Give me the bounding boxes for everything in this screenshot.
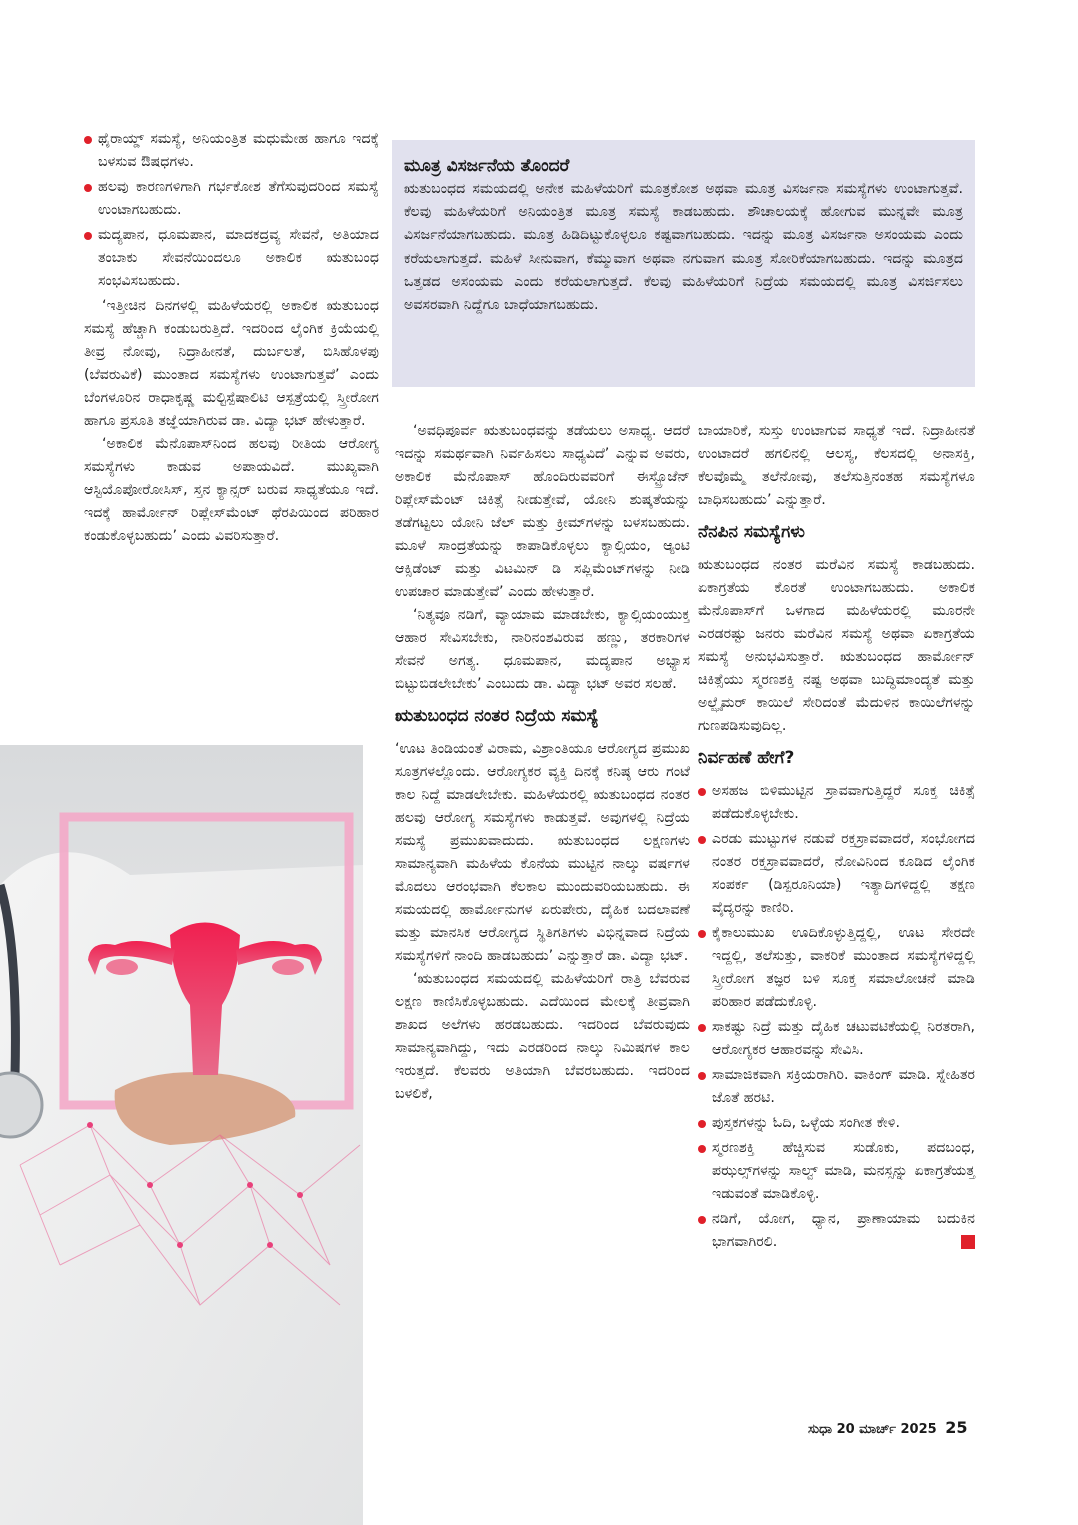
sidebar-box bbox=[392, 140, 975, 387]
bullet-icon bbox=[84, 184, 92, 192]
bullet-icon bbox=[698, 1024, 706, 1032]
bullet-icon bbox=[698, 1072, 706, 1080]
list-item: ಪುಸ್ತಕಗಳನ್ನು ಓದಿ, ಒಳ್ಳೆಯ ಸಂಗೀತ ಕೇಳಿ. bbox=[698, 1112, 975, 1135]
uterus-illustration-icon bbox=[0, 745, 363, 1525]
page-footer bbox=[808, 1418, 967, 1437]
magazine-name: ಸುಧಾ bbox=[808, 1422, 833, 1437]
paragraph: ಋತುಬಂಧದ ನಂತರ ಮರೆವಿನ ಸಮಸ್ಯೆ ಕಾಡಬಹುದು. ಏಕಾಗ್ರತೆಯ ಕೊರತೆ ಉಂಟಾಗಬಹುದು. ಅಕಾಲಿಕ ಮೆನೊಪಾಸ್‌ಗೆ ಒಳಗಾದ ಮಹಿಳೆಯರಲ್ಲಿ ಮೂರನೇ ಎರಡರಷ್ಟು ಜನರು ಮರೆವಿನ ಸಮಸ್ಯೆ ಅಥವಾ ಏಕಾಗ್ರತೆಯ ಸಮಸ್ಯೆ ಅನುಭವಿಸುತ್ತಾರೆ. ಋತುಬಂಧದ ಹಾರ್ಮೋನ್ ಚಿಕಿತ್ಸೆಯು ಸ್ಮರಣಶಕ್ತಿ ನಷ್ಟ ಅಥವಾ ಬುದ್ಧಿಮಾಂದ್ಯತೆ ಮತ್ತು ಅಲ್ಝೈಮರ್ ಕಾಯಿಲೆ ಸೇರಿದಂತೆ ಮೆದುಳಿನ ಕಾಯಿಲೆಗಳನ್ನು ಗುಣಪಡಿಸುವುದಿಲ್ಲ. bbox=[698, 557, 975, 734]
bullet-icon bbox=[84, 232, 92, 240]
bullet-icon bbox=[698, 836, 706, 844]
paragraph: ‘ಅಕಾಲಿಕ ಮೆನೊಪಾಸ್‌ನಿಂದ ಹಲವು ರೀತಿಯ ಆರೋಗ್ಯ ಸಮಸ್ಯೆಗಳು ಕಾಡುವ ಅಪಾಯವಿದೆ. ಮುಖ್ಯವಾಗಿ ಆಸ್ಟಿಯೊಪೋರೋಸಿಸ್, ಸ್ತನ ಕ್ಯಾನ್ಸರ್ ಬರುವ ಸಾಧ್ಯತೆಯೂ ಇದೆ. ಇದಕ್ಕೆ ಹಾರ್ಮೋನ್ ರಿಪ್ಲೇಸ್‌ಮೆಂಟ್ ಥೆರಪಿಯಿಂದ ಪರಿಹಾರ ಕಂಡುಕೊಳ್ಳಬಹುದು’ ಎಂದು ವಿವರಿಸುತ್ತಾರೆ. bbox=[84, 436, 379, 544]
bullet-icon bbox=[698, 788, 706, 796]
bullet-icon bbox=[84, 136, 92, 144]
column-3 bbox=[698, 420, 975, 1256]
section-heading-management: ನಿರ್ವಹಣೆ ಹೇಗೆ? bbox=[698, 748, 795, 768]
end-mark-icon bbox=[961, 1235, 975, 1249]
paragraph: ಬಾಯಾರಿಕೆ, ಸುಸ್ತು ಉಂಟಾಗುವ ಸಾಧ್ಯತೆ ಇದೆ. ನಿದ್ರಾಹೀನತೆ ಉಂಟಾದರೆ ಹಗಲಿನಲ್ಲಿ ಆಲಸ್ಯ, ಕೆಲಸದಲ್ಲಿ ಅನಾಸಕ್ತಿ, ಕೆಲವೊಮ್ಮೆ ತಲೆನೋವು, ತಲೆಸುತ್ತಿನಂತಹ ಸಮಸ್ಯೆಗಳೂ ಬಾಧಿಸಬಹುದು’ ಎನ್ನುತ್ತಾರೆ. bbox=[698, 423, 975, 508]
bullet-icon bbox=[698, 1120, 706, 1128]
list-item: ಕೈಕಾಲುಮುಖ ಊದಿಕೊಳ್ಳುತ್ತಿದ್ದಲ್ಲಿ, ಊಟ ಸೇರದೇ ಇದ್ದಲ್ಲಿ, ತಲೆಸುತ್ತು, ವಾಕರಿಕೆ ಮುಂತಾದ ಸಮಸ್ಯೆಗಳಿದ್ದಲ್ಲಿ ಸ್ತ್ರೀರೋಗ ತಜ್ಞರ ಬಳಿ ಸೂಕ್ತ ಸಮಾಲೋಚನೆ ಮಾಡಿ ಪರಿಹಾರ ಪಡೆದುಕೊಳ್ಳಿ. bbox=[698, 922, 975, 1014]
bullet-icon bbox=[698, 930, 706, 938]
paragraph: ‘ಊಟ ತಿಂಡಿಯಂತೆ ವಿರಾಮ, ವಿಶ್ರಾಂತಿಯೂ ಆರೋಗ್ಯದ ಪ್ರಮುಖ ಸೂತ್ರಗಳಲ್ಲೊಂದು. ಆರೋಗ್ಯಕರ ವ್ಯಕ್ತಿ ದಿನಕ್ಕೆ ಕನಿಷ್ಠ ಆರು ಗಂಟೆ ಕಾಲ ನಿದ್ದೆ ಮಾಡಲೇಬೇಕು. ಮಹಿಳೆಯರಲ್ಲಿ ಋತುಬಂಧದ ನಂತರ ಹಲವು ಆರೋಗ್ಯ ಸಮಸ್ಯೆಗಳು ಕಾಡುತ್ತವೆ. ಅವುಗಳಲ್ಲಿ ನಿದ್ರೆಯ ಸಮಸ್ಯೆ ಪ್ರಮುಖವಾದುದು. ಋತುಬಂಧದ ಲಕ್ಷಣಗಳು ಸಾಮಾನ್ಯವಾಗಿ ಮಹಿಳೆಯ ಕೊನೆಯ ಮುಟ್ಟಿನ ನಾಲ್ಕು ವರ್ಷಗಳ ಮೊದಲು ಆರಂಭವಾಗಿ ಕೆಲಕಾಲ ಮುಂದುವರಿಯಬಹುದು. ಈ ಸಮಯದಲ್ಲಿ ಹಾರ್ಮೋನುಗಳ ಏರುಪೇರು, ದೈಹಿಕ ಬದಲಾವಣೆ ಮತ್ತು ಮಾನಸಿಕ ಆರೋಗ್ಯದ ಸ್ಥಿತಿಗತಿಗಳು ವಿಭಿನ್ನವಾದ ನಿದ್ರೆಯ ಸಮಸ್ಯೆಗಳಿಗೆ ನಾಂದಿ ಹಾಡಬಹುದು’ ಎನ್ನುತ್ತಾರೆ ಡಾ. ವಿದ್ಯಾ ಭಟ್. bbox=[395, 741, 690, 964]
issue-date: 20 ಮಾರ್ಚ್ 2025 bbox=[836, 1422, 937, 1437]
list-item: ಸಾಕಷ್ಟು ನಿದ್ರೆ ಮತ್ತು ದೈಹಿಕ ಚಟುವಟಿಕೆಯಲ್ಲಿ ನಿರತರಾಗಿ, ಆರೋಗ್ಯಕರ ಆಹಾರವನ್ನು ಸೇವಿಸಿ. bbox=[698, 1016, 975, 1062]
paragraph: ‘ಋತುಬಂಧದ ಸಮಯದಲ್ಲಿ ಮಹಿಳೆಯರಿಗೆ ರಾತ್ರಿ ಬೆವರುವ ಲಕ್ಷಣ ಕಾಣಿಸಿಕೊಳ್ಳಬಹುದು. ಎದೆಯಿಂದ ಮೇಲಕ್ಕೆ ತೀವ್ರವಾಗಿ ಶಾಖದ ಅಲೆಗಳು ಹರಡಬಹುದು. ಇದರಿಂದ ಬೆವರುವುದು ಸಾಮಾನ್ಯವಾಗಿದ್ದು, ಇದು ಎರಡರಿಂದ ನಾಲ್ಕು ನಿಮಿಷಗಳ ಕಾಲ ಇರುತ್ತದೆ. ಕೆಲವರು ಅತಿಯಾಗಿ ಬೆವರಬಹುದು. ಇದರಿಂದ ಬಳಲಿಕೆ, bbox=[395, 971, 690, 1102]
management-list bbox=[698, 780, 975, 1254]
sidebar-title: ಮೂತ್ರ ವಿಸರ್ಜನೆಯ ತೊಂದರೆ bbox=[404, 156, 570, 176]
column-2 bbox=[395, 420, 690, 1106]
article-photo bbox=[0, 745, 363, 1525]
bullet-icon bbox=[698, 1216, 706, 1224]
paragraph: ‘ಇತ್ತೀಚಿನ ದಿನಗಳಲ್ಲಿ ಮಹಿಳೆಯರಲ್ಲಿ ಅಕಾಲಿಕ ಋತುಬಂಧ ಸಮಸ್ಯೆ ಹೆಚ್ಚಾಗಿ ಕಂಡುಬರುತ್ತಿದೆ. ಇದರಿಂದ ಲೈಂಗಿಕ ಕ್ರಿಯೆಯಲ್ಲಿ ತೀವ್ರ ನೋವು, ನಿದ್ರಾಹೀನತೆ, ದುರ್ಬಲತೆ, ಬಿಸಿಹೊಳಪು (ಬೆವರುವಿಕೆ) ಮುಂತಾದ ಸಮಸ್ಯೆಗಳು ಉಂಟಾಗುತ್ತವೆ’ ಎಂದು ಬೆಂಗಳೂರಿನ ರಾಧಾಕೃಷ್ಣ ಮಲ್ಟಿಸ್ಪೆಷಾಲಿಟಿ ಆಸ್ಪತ್ರೆಯಲ್ಲಿ ಸ್ತ್ರೀರೋಗ ಹಾಗೂ ಪ್ರಸೂತಿ ತಜ್ಞೆಯಾಗಿರುವ ಡಾ. ವಿದ್ಯಾ ಭಟ್ ಹೇಳುತ್ತಾರೆ. bbox=[84, 298, 379, 429]
section-heading-sleep: ಋತುಬಂಧದ ನಂತರ ನಿದ್ರೆಯ ಸಮಸ್ಯೆ bbox=[395, 706, 599, 726]
paragraph: ‘ನಿತ್ಯವೂ ನಡಿಗೆ, ವ್ಯಾಯಾಮ ಮಾಡಬೇಕು, ಕ್ಯಾಲ್ಸಿಯಂಯುಕ್ತ ಆಹಾರ ಸೇವಿಸಬೇಕು, ನಾರಿನಂಶವಿರುವ ಹಣ್ಣು, ತರಕಾರಿಗಳ ಸೇವನೆ ಅಗತ್ಯ. ಧೂಮಪಾನ, ಮದ್ಯಪಾನ ಅಭ್ಯಾಸ ಬಿಟ್ಟುಬಿಡಲೇಬೇಕು’ ಎಂಬುದು ಡಾ. ವಿದ್ಯಾ ಭಟ್ ಅವರ ಸಲಹೆ. bbox=[395, 607, 690, 692]
list-item: ಎರಡು ಮುಟ್ಟುಗಳ ನಡುವೆ ರಕ್ತಸ್ರಾವವಾದರೆ, ಸಂಭೋಗದ ನಂತರ ರಕ್ತಸ್ರಾವವಾದರೆ, ನೋವಿನಿಂದ ಕೂಡಿದ ಲೈಂಗಿಕ ಸಂಪರ್ಕ (ಡಿಸ್ಪರೂನಿಯಾ) ಇತ್ಯಾದಿಗಳಿದ್ದಲ್ಲಿ ತಕ್ಷಣ ವೈದ್ಯರನ್ನು ಕಾಣಿರಿ. bbox=[698, 828, 975, 920]
causes-list bbox=[84, 128, 379, 293]
list-item: ಸಾಮಾಜಿಕವಾಗಿ ಸಕ್ರಿಯರಾಗಿರಿ. ವಾಕಿಂಗ್ ಮಾಡಿ. ಸ್ನೇಹಿತರ ಜೊತೆ ಹರಟಿ. bbox=[698, 1064, 975, 1110]
list-item: ಹಲವು ಕಾರಣಗಳಿಗಾಗಿ ಗರ್ಭಕೋಶ ತೆಗೆಸುವುದರಿಂದ ಸಮಸ್ಯೆ ಉಂಟಾಗಬಹುದು. bbox=[84, 176, 379, 222]
list-item: ಮದ್ಯಪಾನ, ಧೂಮಪಾನ, ಮಾದಕದ್ರವ್ಯ ಸೇವನೆ, ಅತಿಯಾದ ತಂಬಾಕು ಸೇವನೆಯಿಂದಲೂ ಅಕಾಲಿಕ ಋತುಬಂಧ ಸಂಭವಿಸಬಹುದು. bbox=[84, 224, 379, 293]
section-heading-memory: ನೆನಪಿನ ಸಮಸ್ಯೆಗಳು bbox=[698, 522, 805, 542]
sidebar-body: ಋತುಬಂಧದ ಸಮಯದಲ್ಲಿ ಅನೇಕ ಮಹಿಳೆಯರಿಗೆ ಮೂತ್ರಕೋಶ ಅಥವಾ ಮೂತ್ರ ವಿಸರ್ಜನಾ ಸಮಸ್ಯೆಗಳು ಉಂಟಾಗುತ್ತವೆ. ಕೆಲವು ಮಹಿಳೆಯರಿಗೆ ಅನಿಯಂತ್ರಿತ ಮೂತ್ರ ಸಮಸ್ಯೆ ಕಾಡಬಹುದು. ಶೌಚಾಲಯಕ್ಕೆ ಹೋಗುವ ಮುನ್ನವೇ ಮೂತ್ರ ವಿಸರ್ಜನೆಯಾಗಬಹುದು. ಮೂತ್ರ ಹಿಡಿದಿಟ್ಟುಕೊಳ್ಳಲೂ ಕಷ್ಟವಾಗಬಹುದು. ಇದನ್ನು ಮೂತ್ರ ವಿಸರ್ಜನಾ ಅಸಂಯಮ ಎಂದು ಕರೆಯಲಾಗುತ್ತದೆ. ಮಹಿಳೆ ಸೀನುವಾಗ, ಕೆಮ್ಮುವಾಗ ಅಥವಾ ನಗುವಾಗ ಮೂತ್ರ ಸೋರಿಕೆಯಾಗಬಹುದು. ಇದನ್ನು ಮೂತ್ರದ ಒತ್ತಡದ ಅಸಂಯಮ ಎಂದು ಕರೆಯಲಾಗುತ್ತದೆ. ಕೆಲವು ಮಹಿಳೆಯರಿಗೆ ನಿದ್ರೆಯ ಸಮಯದಲ್ಲಿ ಮೂತ್ರ ವಿಸರ್ಜಿಸಲು ಅವಸರವಾಗಿ ನಿದ್ದೆಗೂ ಬಾಧೆಯಾಗಬಹುದು. bbox=[404, 181, 963, 314]
page-number: 25 bbox=[945, 1418, 968, 1437]
bullet-icon bbox=[698, 1145, 706, 1153]
list-item: ನಡಿಗೆ, ಯೋಗ, ಧ್ಯಾನ, ಪ್ರಾಣಾಯಾಮ ಬದುಕಿನ ಭಾಗವಾಗಿರಲಿ. bbox=[698, 1208, 975, 1254]
paragraph: ‘ಅವಧಿಪೂರ್ವ ಋತುಬಂಧವನ್ನು ತಡೆಯಲು ಅಸಾಧ್ಯ. ಆದರೆ ಇದನ್ನು ಸಮರ್ಥವಾಗಿ ನಿರ್ವಹಿಸಲು ಸಾಧ್ಯವಿದೆ’ ಎನ್ನುವ ಅವರು, ಅಕಾಲಿಕ ಮೆನೊಪಾಸ್ ಹೊಂದಿರುವವರಿಗೆ ಈಸ್ಟ್ರೊಜೆನ್ ರಿಪ್ಲೇಸ್‌ಮೆಂಟ್ ಚಿಕಿತ್ಸೆ ನೀಡುತ್ತೇವೆ, ಯೋನಿ ಶುಷ್ಕತೆಯನ್ನು ತಡೆಗಟ್ಟಲು ಯೋನಿ ಜೆಲ್ ಮತ್ತು ಕ್ರೀಮ್‌ಗಳನ್ನು ಬಳಸಬಹುದು. ಮೂಳೆ ಸಾಂದ್ರತೆಯನ್ನು ಕಾಪಾಡಿಕೊಳ್ಳಲು ಕ್ಯಾಲ್ಸಿಯಂ, ಆ್ಯಂಟಿ ಆಕ್ಸಿಡೆಂಟ್ ಮತ್ತು ವಿಟಮಿನ್ ಡಿ ಸಪ್ಲಿಮೆಂಟ್‌ಗಳನ್ನು ನೀಡಿ ಉಪಚಾರ ಮಾಡುತ್ತೇವೆ’ ಎಂದು ಹೇಳುತ್ತಾರೆ. bbox=[395, 423, 690, 600]
column-1 bbox=[84, 128, 379, 548]
list-item: ಅಸಹಜ ಬಿಳಿಮುಟ್ಟಿನ ಸ್ರಾವವಾಗುತ್ತಿದ್ದರೆ ಸೂಕ್ತ ಚಿಕಿತ್ಸೆ ಪಡೆದುಕೊಳ್ಳಬೇಕು. bbox=[698, 780, 975, 826]
list-item: ಥೈರಾಯ್ಡ್ ಸಮಸ್ಯೆ, ಅನಿಯಂತ್ರಿತ ಮಧುಮೇಹ ಹಾಗೂ ಇದಕ್ಕೆ ಬಳಸುವ ಔಷಧಗಳು. bbox=[84, 128, 379, 174]
list-item: ಸ್ಮರಣಶಕ್ತಿ ಹೆಚ್ಚಿಸುವ ಸುಡೊಕು, ಪದಬಂಧ, ಪಝಲ್ಸ್‌ಗಳನ್ನು ಸಾಲ್ವ್ ಮಾಡಿ, ಮನಸ್ಸನ್ನು ಏಕಾಗ್ರತೆಯತ್ತ ಇಡುವಂತೆ ಮಾಡಿಕೊಳ್ಳಿ. bbox=[698, 1137, 975, 1206]
